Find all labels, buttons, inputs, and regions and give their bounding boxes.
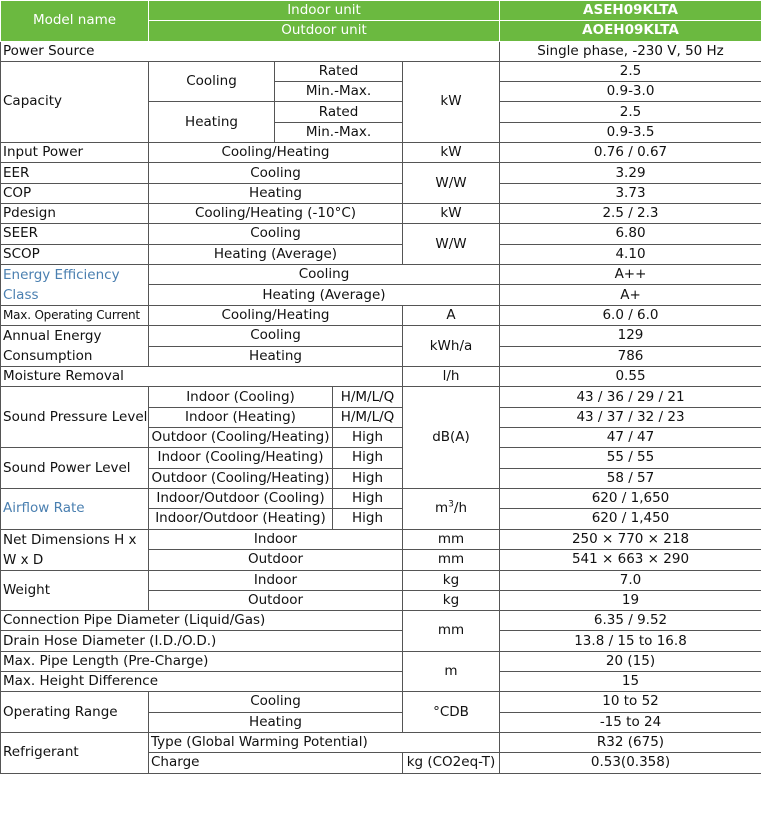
operating-range-heating: Heating <box>149 712 403 732</box>
airflow-value-2: 620 / 1,450 <box>500 509 761 529</box>
dimensions-unit-outdoor: mm <box>403 550 500 571</box>
weight-indoor-value: 7.0 <box>500 570 761 590</box>
refrigerant-charge-value: 0.53(0.358) <box>500 753 761 773</box>
dimensions-indoor: Indoor <box>149 529 403 550</box>
header-row-indoor <box>1 1 761 21</box>
seer-label: SEER <box>1 224 149 244</box>
input-power-unit: kW <box>403 143 500 163</box>
sound-power-mode-1: Indoor (Cooling/Heating) <box>149 448 333 468</box>
outdoor-model: AOEH09KLTA <box>500 21 761 41</box>
row-sound-pressure-1 <box>1 387 761 407</box>
sound-pressure-label: Sound Pressure Level <box>1 387 149 448</box>
max-current-mode: Cooling/Heating <box>149 305 403 325</box>
pdesign-mode: Cooling/Heating (-10°C) <box>149 203 403 223</box>
max-height-label: Max. Height Difference <box>1 672 403 692</box>
dimensions-label: Net Dimensions H x W x D <box>1 529 149 570</box>
row-pdesign <box>1 203 761 223</box>
row-connection-pipe <box>1 611 761 631</box>
scop-value: 4.10 <box>500 244 761 264</box>
row-drain-hose <box>1 631 761 651</box>
sound-unit: dB(A) <box>403 387 500 488</box>
airflow-mode-2: Indoor/Outdoor (Heating) <box>149 509 333 529</box>
pdesign-value: 2.5 / 2.3 <box>500 203 761 223</box>
energy-class-cooling-value: A++ <box>500 264 761 285</box>
row-weight-indoor <box>1 570 761 590</box>
capacity-cooling-rated-value: 2.5 <box>500 61 761 81</box>
annual-energy-unit: kWh/a <box>403 326 500 367</box>
refrigerant-type-label: Type (Global Warming Potential) <box>149 732 500 752</box>
annual-energy-label: Annual Energy Consumption <box>1 326 149 367</box>
dimensions-indoor-value: 250 × 770 × 218 <box>500 529 761 550</box>
max-pipe-length-value: 20 (15) <box>500 651 761 671</box>
airflow-level-2: High <box>333 509 403 529</box>
airflow-label: Airflow Rate <box>1 488 149 529</box>
refrigerant-charge-label: Charge <box>149 753 403 773</box>
weight-outdoor-value: 19 <box>500 590 761 610</box>
operating-range-cooling-value: 10 to 52 <box>500 692 761 712</box>
operating-range-heating-value: -15 to 24 <box>500 712 761 732</box>
power-source-label: Power Source <box>1 41 500 61</box>
capacity-heating-rated-label: Rated <box>275 102 403 122</box>
power-source-value: Single phase, -230 V, 50 Hz <box>500 41 761 61</box>
sound-pressure-level-2: H/M/L/Q <box>333 407 403 427</box>
row-refrigerant-type <box>1 732 761 752</box>
capacity-cooling-rated-label: Rated <box>275 61 403 81</box>
input-power-label: Input Power <box>1 143 149 163</box>
scop-mode: Heating (Average) <box>149 244 403 264</box>
airflow-unit-tail: /h <box>453 500 467 517</box>
energy-class-cooling: Cooling <box>149 264 500 285</box>
sound-pressure-value-1: 43 / 36 / 29 / 21 <box>500 387 761 407</box>
weight-unit-outdoor: kg <box>403 590 500 610</box>
sound-power-level-2: High <box>333 468 403 488</box>
operating-range-cooling: Cooling <box>149 692 403 712</box>
operating-range-label: Operating Range <box>1 692 149 733</box>
capacity-unit: kW <box>403 61 500 142</box>
operating-range-unit: °CDB <box>403 692 500 733</box>
dimensions-unit-indoor: mm <box>403 529 500 550</box>
capacity-cooling-minmax-label: Min.-Max. <box>275 82 403 102</box>
cop-mode: Heating <box>149 183 403 203</box>
annual-energy-heating-value: 786 <box>500 346 761 367</box>
scop-label: SCOP <box>1 244 149 264</box>
airflow-value-1: 620 / 1,650 <box>500 488 761 508</box>
capacity-heating: Heating <box>149 102 275 143</box>
weight-indoor: Indoor <box>149 570 403 590</box>
row-max-pipe-length <box>1 651 761 671</box>
cop-label: COP <box>1 183 149 203</box>
row-input-power <box>1 143 761 163</box>
airflow-unit-sup: 3 <box>448 499 454 510</box>
row-cop <box>1 183 761 203</box>
indoor-model: ASEH09KLTA <box>500 1 761 21</box>
capacity-label: Capacity <box>1 61 149 142</box>
capacity-heating-minmax-value: 0.9-3.5 <box>500 122 761 142</box>
pdesign-label: Pdesign <box>1 203 149 223</box>
sound-pressure-level-3: High <box>333 428 403 448</box>
sound-pressure-mode-1: Indoor (Cooling) <box>149 387 333 407</box>
model-name-header: Model name <box>1 1 149 42</box>
moisture-value: 0.55 <box>500 367 761 387</box>
refrigerant-label: Refrigerant <box>1 732 149 773</box>
eer-cop-unit: W/W <box>403 163 500 204</box>
eer-mode: Cooling <box>149 163 403 183</box>
sound-power-mode-2: Outdoor (Cooling/Heating) <box>149 468 333 488</box>
row-capacity-cooling-rated <box>1 61 761 81</box>
row-max-current <box>1 305 761 325</box>
indoor-unit-header: Indoor unit <box>149 1 500 21</box>
connection-pipe-value: 6.35 / 9.52 <box>500 611 761 631</box>
outdoor-unit-header: Outdoor unit <box>149 21 500 41</box>
airflow-unit <box>403 488 500 529</box>
sound-pressure-mode-3: Outdoor (Cooling/Heating) <box>149 428 333 448</box>
sound-pressure-mode-2: Indoor (Heating) <box>149 407 333 427</box>
weight-outdoor: Outdoor <box>149 590 403 610</box>
dimensions-outdoor: Outdoor <box>149 550 403 571</box>
seer-mode: Cooling <box>149 224 403 244</box>
max-current-label: Max. Operating Current <box>1 305 149 325</box>
max-current-value: 6.0 / 6.0 <box>500 305 761 325</box>
row-moisture <box>1 367 761 387</box>
row-seer <box>1 224 761 244</box>
refrigerant-charge-unit: kg (CO2eq-T) <box>403 753 500 773</box>
energy-class-label: Energy Efficiency Class <box>1 264 149 305</box>
weight-unit-indoor: kg <box>403 570 500 590</box>
moisture-label: Moisture Removal <box>1 367 403 387</box>
sound-power-value-1: 55 / 55 <box>500 448 761 468</box>
capacity-cooling-minmax-value: 0.9-3.0 <box>500 82 761 102</box>
row-annual-cooling <box>1 326 761 347</box>
row-sound-power-1 <box>1 448 761 468</box>
sound-pressure-value-2: 43 / 37 / 32 / 23 <box>500 407 761 427</box>
airflow-level-1: High <box>333 488 403 508</box>
drain-hose-value: 13.8 / 15 to 16.8 <box>500 631 761 651</box>
row-operating-cooling <box>1 692 761 712</box>
row-max-height <box>1 672 761 692</box>
refrigerant-type-value: R32 (675) <box>500 732 761 752</box>
moisture-unit: l/h <box>403 367 500 387</box>
eer-label: EER <box>1 163 149 183</box>
input-power-mode: Cooling/Heating <box>149 143 403 163</box>
sound-power-value-2: 58 / 57 <box>500 468 761 488</box>
input-power-value: 0.76 / 0.67 <box>500 143 761 163</box>
row-dimensions-indoor <box>1 529 761 550</box>
annual-energy-cooling-value: 129 <box>500 326 761 347</box>
sound-power-label: Sound Power Level <box>1 448 149 489</box>
airflow-mode-1: Indoor/Outdoor (Cooling) <box>149 488 333 508</box>
max-current-unit: A <box>403 305 500 325</box>
dimensions-outdoor-value: 541 × 663 × 290 <box>500 550 761 571</box>
sound-pressure-value-3: 47 / 47 <box>500 428 761 448</box>
length-unit: m <box>403 651 500 692</box>
eer-value: 3.29 <box>500 163 761 183</box>
row-energy-class-cooling <box>1 264 761 285</box>
row-power-source <box>1 41 761 61</box>
drain-hose-label: Drain Hose Diameter (I.D./O.D.) <box>1 631 403 651</box>
capacity-cooling: Cooling <box>149 61 275 102</box>
energy-class-heating: Heating (Average) <box>149 285 500 306</box>
energy-class-heating-value: A+ <box>500 285 761 306</box>
weight-label: Weight <box>1 570 149 611</box>
pipe-unit: mm <box>403 611 500 652</box>
annual-energy-heating: Heating <box>149 346 403 367</box>
row-airflow-cooling <box>1 488 761 508</box>
row-scop <box>1 244 761 264</box>
max-pipe-length-label: Max. Pipe Length (Pre-Charge) <box>1 651 403 671</box>
max-height-value: 15 <box>500 672 761 692</box>
seer-value: 6.80 <box>500 224 761 244</box>
cop-value: 3.73 <box>500 183 761 203</box>
sound-pressure-level-1: H/M/L/Q <box>333 387 403 407</box>
capacity-heating-minmax-label: Min.-Max. <box>275 122 403 142</box>
sound-power-level-1: High <box>333 448 403 468</box>
airflow-unit-base: m <box>435 500 449 517</box>
row-eer <box>1 163 761 183</box>
seer-scop-unit: W/W <box>403 224 500 265</box>
pdesign-unit: kW <box>403 203 500 223</box>
annual-energy-cooling: Cooling <box>149 326 403 347</box>
connection-pipe-label: Connection Pipe Diameter (Liquid/Gas) <box>1 611 403 631</box>
capacity-heating-rated-value: 2.5 <box>500 102 761 122</box>
